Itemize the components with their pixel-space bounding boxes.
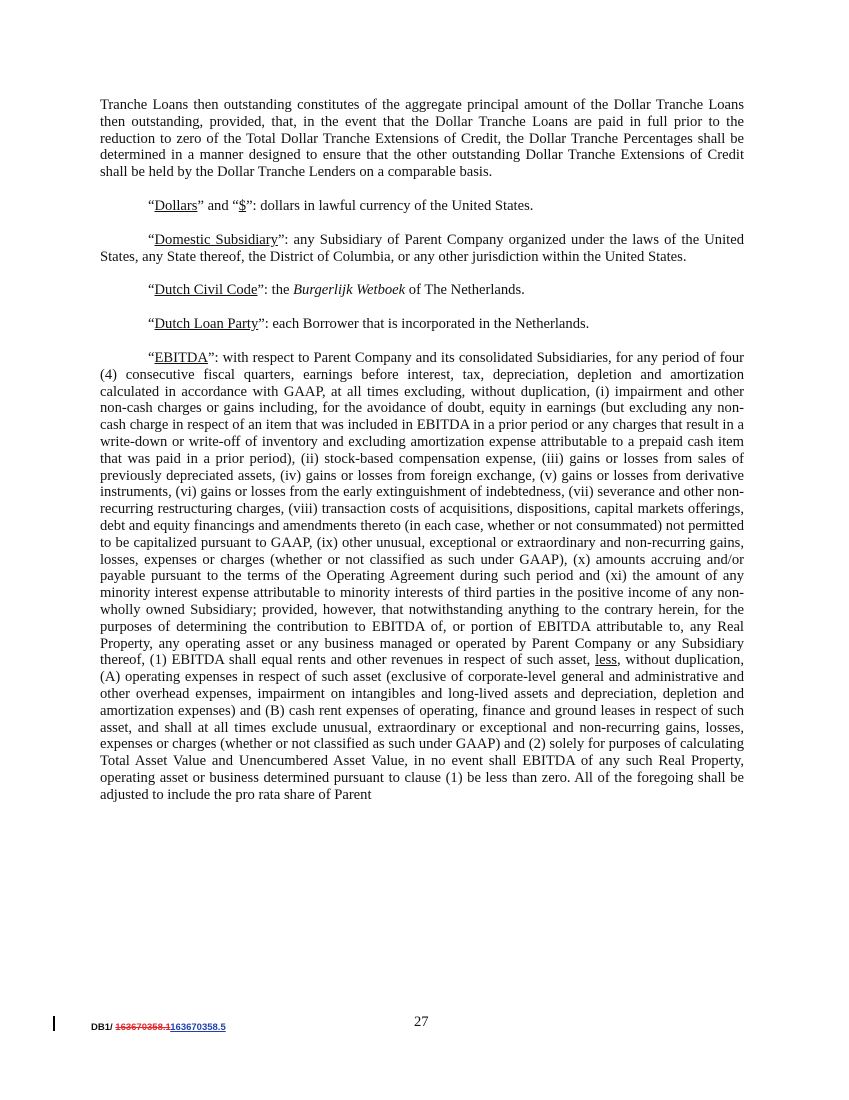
open-quote: “ xyxy=(148,197,155,214)
page-footer xyxy=(0,1014,849,1044)
definition-text: ”: each Borrower that is incorporated in the Netherlands. xyxy=(258,316,590,333)
docid-deleted-version: 163670358.1 xyxy=(115,1022,171,1033)
definition-text-end: of The Netherlands. xyxy=(405,282,525,299)
document-id xyxy=(91,1022,226,1033)
document-body xyxy=(100,97,744,820)
underlined-less: less xyxy=(595,652,617,669)
definition-dollars xyxy=(100,198,744,215)
defined-term-dutch-loan-party: Dutch Loan Party xyxy=(154,316,259,333)
open-quote: “ xyxy=(148,316,155,333)
definition-text: ”: the xyxy=(257,282,294,299)
definition-text: ”: any Subsidiary of Parent Company organized under the laws of the United States, any State thereof, the District of Columbia, or any other jurisdiction within the United States. xyxy=(100,231,744,265)
definition-dutch-loan-party xyxy=(100,316,744,333)
italic-burgerlijk-wetboek: Burgerlijk Wetboek xyxy=(293,282,406,299)
docid-inserted-version: 163670358.5 xyxy=(170,1022,226,1033)
open-quote: “ xyxy=(148,231,155,248)
defined-term-dutch-civil-code: Dutch Civil Code xyxy=(154,282,258,299)
definition-text: ”: dollars in lawful currency of the United States. xyxy=(246,197,534,214)
defined-term-ebitda: EBITDA xyxy=(154,349,208,366)
quote-separator: ” and “ xyxy=(197,197,239,214)
open-quote: “ xyxy=(148,349,155,366)
defined-term-dollars: Dollars xyxy=(154,197,198,214)
definition-ebitda xyxy=(100,350,744,804)
change-bar xyxy=(53,1016,55,1031)
page-number: 27 xyxy=(414,1014,429,1030)
defined-term-dollar-sign: $ xyxy=(238,197,247,214)
definition-text-continued: , without duplication, (A) operating expenses in respect of such asset (exclusive of corporate-level general and administrative and other overhead expenses, impairment on intangibles and long-lived assets and depreciation, depletion and amortization expenses) and (B) cash rent expenses of operating, finance and ground leases in respect of such asset, and shall at all times exclude unusual, extraordinary or exceptional and non-recurring gains, losses, expenses or charges (whether or not classified as such under GAAP) and (2) solely for purposes of calculating Total Asset Value and Unencumbered Asset Value, in no event shall EBITDA of any such Real Property, operating asset or business determined pursuant to clause (1) be less than zero. All of the foregoing shall be adjusted to include the pro rata share of Parent xyxy=(100,652,744,803)
defined-term-domestic-subsidiary: Domestic Subsidiary xyxy=(154,231,278,248)
definition-dutch-civil-code xyxy=(100,282,744,299)
paragraph-tranche-continuation: Tranche Loans then outstanding constitutes of the aggregate principal amount of the Dollar Tranche Loans then outstanding, provided, that, in the event that the Dollar Tranche Loans are paid in full prior to the reduction to zero of the Total Dollar Tranche Extensions of Credit, the Dollar Tranche Percentages shall be determined in a manner designed to ensure that the other outstanding Dollar Tranche Extensions of Credit shall be held by the Dollar Tranche Lenders on a comparable basis. xyxy=(100,97,744,181)
open-quote: “ xyxy=(148,282,155,299)
definition-domestic-subsidiary xyxy=(100,232,744,266)
definition-text: ”: with respect to Parent Company and its consolidated Subsidiaries, for any period of four (4) consecutive fiscal quarters, earnings before interest, tax, depreciation, depletion and amortization calculated in accordance with GAAP, at all times excluding, without duplication, (i) impairment and other non-cash charges or gains including, for the avoidance of doubt, equity in earnings (but excluding any non-cash charge in respect of an item that was included in EBITDA in a prior period or any charges that result in a write-down or write-off of inventory and excluding amortization expense attributable to a prepaid cash item that was paid in a prior period), (ii) stock-based compensation expense, (iii) gains or losses from sales of previously depreciated assets, (iv) gains or losses from foreign exchange, (v) gains or losses from derivative instruments, (vi) gains or losses from the early extinguishment of indebtedness, (vii) severance and other non-recurring restructuring charges, (viii) transaction costs of acquisitions, dispositions, capital markets offerings, debt and equity financings and amendments thereto (in each case, whether or not consummated) not permitted to be capitalized pursuant to GAAP, (ix) other unusual, exceptional or extraordinary and non-recurring gains, losses, expenses or charges (whether or not classified as such under GAAP), (x) amounts accruing and/or payable pursuant to the terms of the Operating Agreement during such period and (xi) the amount of any minority interest expense attributable to minority interests of third parties in the positive income of any non-wholly owned Subsidiary; provided, however, that notwithstanding anything to the contrary herein, for the purposes of determining the contribution to EBITDA of, or portion of EBITDA attributable to, any Real Property, any operating asset or any business managed or operated by Parent Company or any Subsidiary thereof, (1) EBITDA shall equal rents and other revenues in respect of such asset, xyxy=(100,349,744,669)
docid-prefix: DB1/ xyxy=(91,1022,116,1033)
